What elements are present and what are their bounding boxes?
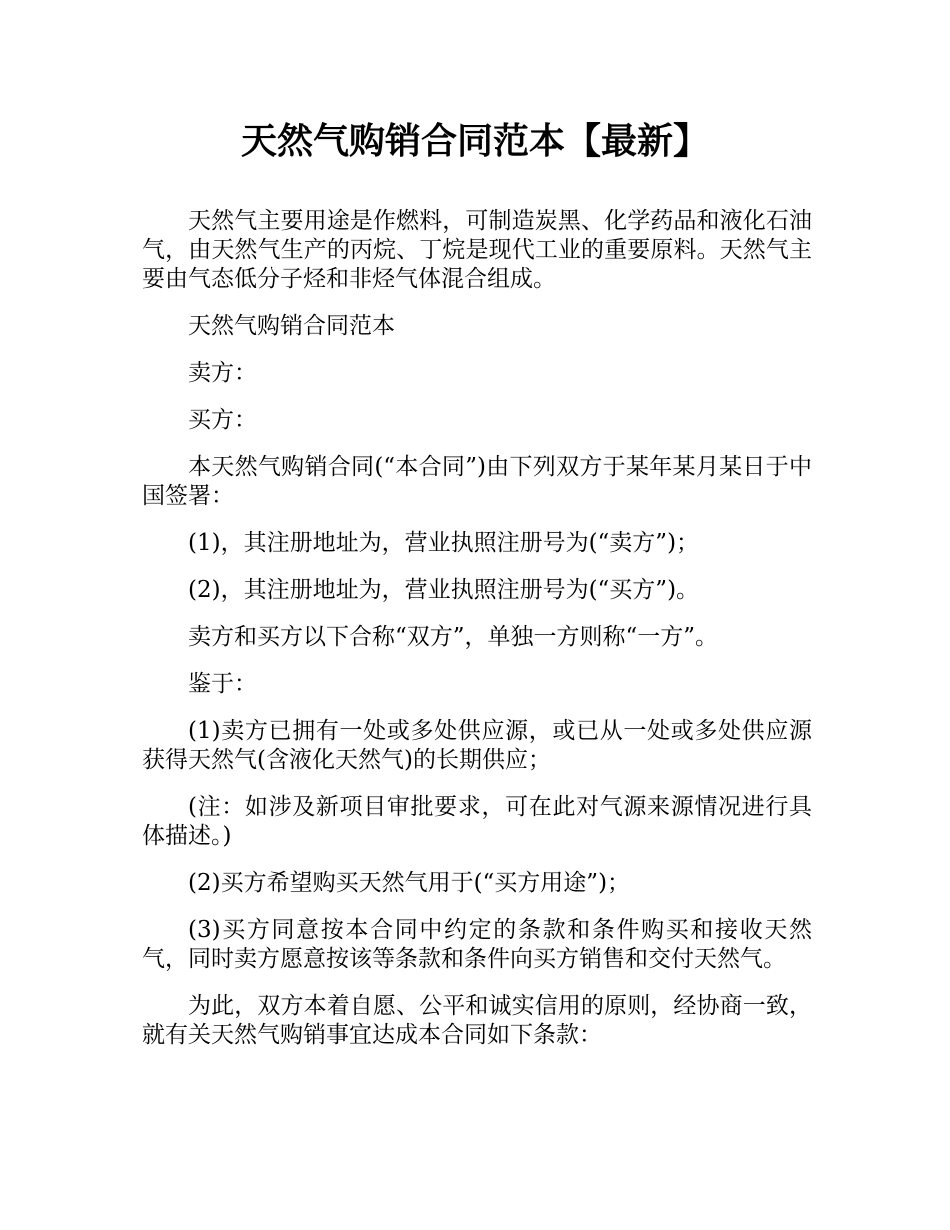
paragraph-whereas: 鉴于： bbox=[188, 671, 257, 697]
paragraph-whereas-3: (3)买方同意按本合同中约定的条款和条件购买和接收天然气，同时卖方愿意按该等条款和条件向买方销售和交付天然气。 bbox=[142, 917, 812, 972]
paragraph-party-1: (1)，其注册地址为，营业执照注册号为(“卖方”)； bbox=[188, 530, 700, 556]
paragraph-contract-heading: 天然气购销合同范本 bbox=[188, 313, 395, 339]
paragraph-party-2: (2)，其注册地址为，营业执照注册号为(“买方”)。 bbox=[188, 577, 700, 603]
paragraph-note: (注：如涉及新项目审批要求，可在此对气源来源情况进行具体描述。) bbox=[142, 794, 812, 849]
paragraph-whereas-1: (1)卖方已拥有一处或多处供应源，或已从一处或多处供应源获得天然气(含液化天然气)的长期供应； bbox=[142, 718, 812, 773]
paragraph-seller: 卖方： bbox=[188, 360, 257, 386]
document-title: 天然气购销合同范本【最新】 bbox=[240, 121, 709, 162]
paragraph-intro: 天然气主要用途是作燃料，可制造炭黑、化学药品和液化石油气，由天然气生产的丙烷、丁烷是现代工业的重要原料。天然气主要由气态低分子烃和非烃气体混合组成。 bbox=[142, 208, 812, 292]
document-body bbox=[142, 207, 812, 1068]
paragraph-buyer: 买方： bbox=[188, 407, 257, 433]
paragraph-agreement: 为此，双方本着自愿、公平和诚实信用的原则，经协商一致，就有关天然气购销事宜达成本合同如下条款： bbox=[142, 993, 812, 1048]
paragraph-whereas-2: (2)买方希望购买天然气用于(“买方用途”)； bbox=[188, 870, 631, 896]
paragraph-signing: 本天然气购销合同(“本合同”)由下列双方于某年某月某日于中国签署： bbox=[142, 454, 812, 509]
paragraph-parties-definition: 卖方和买方以下合称“双方”，单独一方则称“一方”。 bbox=[188, 624, 719, 650]
